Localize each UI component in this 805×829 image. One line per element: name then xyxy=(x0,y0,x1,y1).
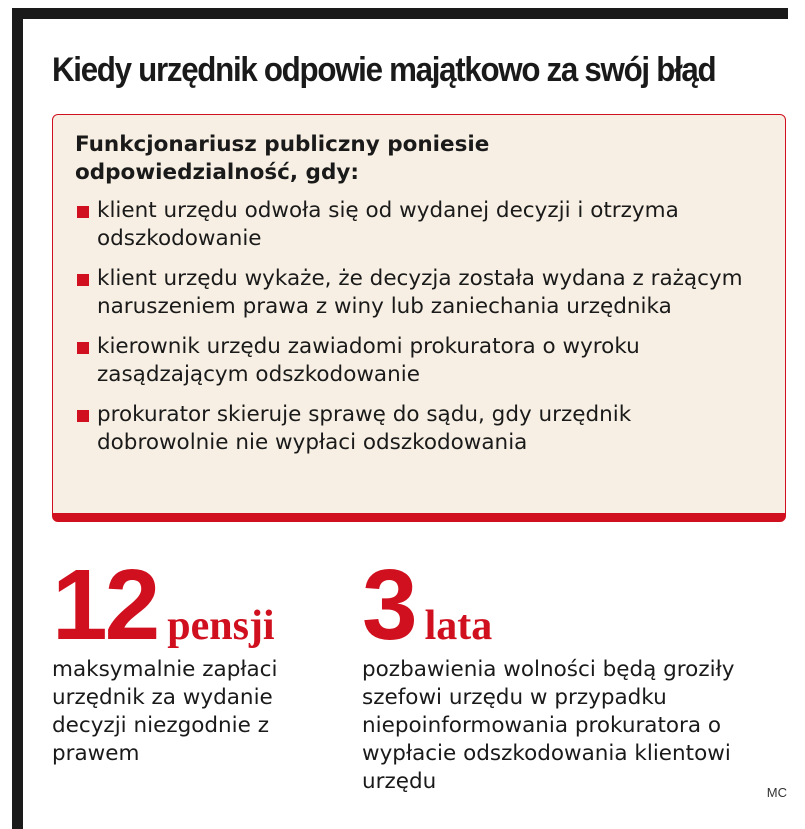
stat-number: 12 xyxy=(52,549,158,661)
list-item xyxy=(75,265,765,321)
red-square-bullet-icon xyxy=(77,274,89,286)
list-item-text: klient urzędu odwoła się od wydanej decyzji i otrzyma odszkodowanie xyxy=(97,198,679,251)
stat-unit: lata xyxy=(424,603,493,649)
page-title: Kiedy urzędnik odpowie majątkowo za swój błąd xyxy=(52,51,716,89)
author-credit: MC xyxy=(766,785,787,800)
red-square-bullet-icon xyxy=(77,410,89,422)
info-box-heading: Funkcjonariusz publiczny poniesie odpowiedzialność, gdy: xyxy=(75,132,490,185)
list-item xyxy=(75,401,765,457)
frame-top-bar xyxy=(12,8,788,19)
stat-headline xyxy=(362,549,772,661)
info-box xyxy=(52,114,786,522)
stat-years xyxy=(362,549,772,796)
red-square-bullet-icon xyxy=(77,206,89,218)
frame-left-bar xyxy=(12,8,23,829)
stat-unit: pensji xyxy=(167,603,275,649)
list-item-text: kierownik urzędu zawiadomi prokuratora o wyroku zasądzającym odszkodowanie xyxy=(97,334,640,387)
red-square-bullet-icon xyxy=(77,342,89,354)
list-item-text: prokurator skieruje sprawę do sądu, gdy urzędnik dobrowolnie nie wypłaci odszkodowania xyxy=(97,402,632,455)
stat-headline xyxy=(52,549,332,661)
stat-description: pozbawienia wolności będą groziły szefowi urzędu w przypadku niepoinformowania prokuratora o wypłacie odszkodowania klientowi urzędu xyxy=(362,657,735,794)
stat-description: maksymalnie zapłaci urzędnik za wydanie decyzji niezgodnie z prawem xyxy=(52,657,278,766)
condition-list xyxy=(75,197,765,457)
stat-number: 3 xyxy=(362,549,415,661)
list-item-text: klient urzędu wykaże, że decyzja została wydana z rażącym naruszeniem prawa z winy lub zaniechania urzędnika xyxy=(97,266,743,319)
list-item xyxy=(75,197,765,253)
stat-pensions xyxy=(52,549,332,768)
list-item xyxy=(75,333,765,389)
